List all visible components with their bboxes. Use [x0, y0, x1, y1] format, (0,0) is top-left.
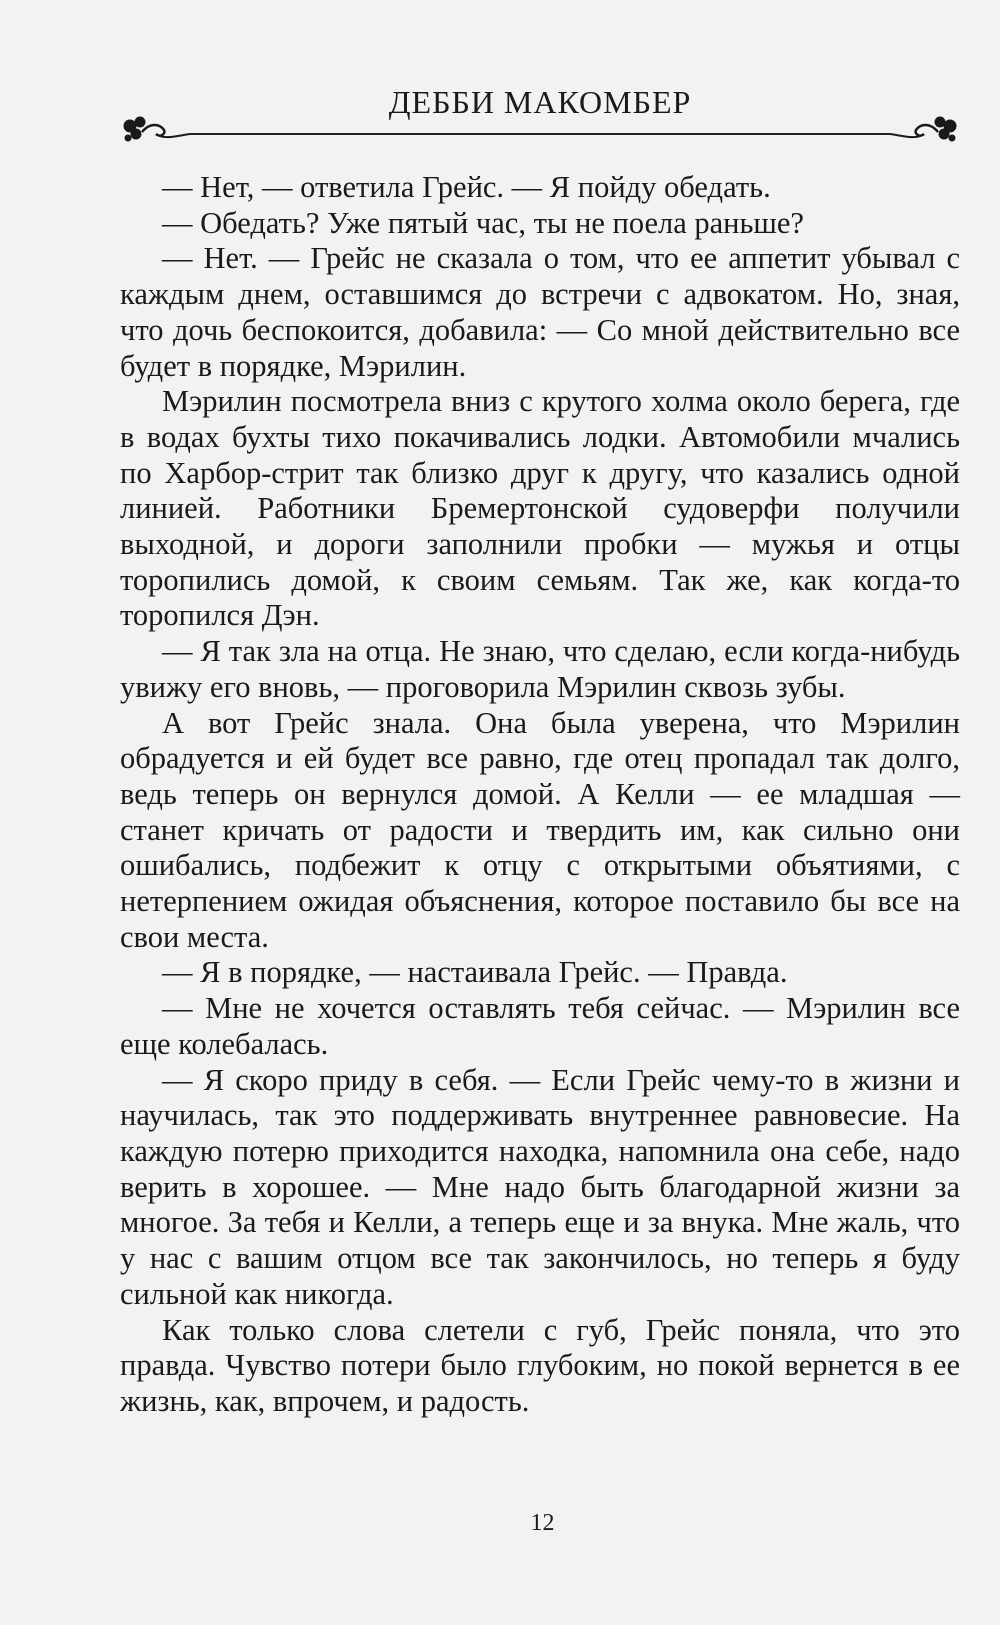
paragraph: А вот Грейс знала. Она была уверена, что Мэрилин обрадуется и ей будет все равно, где отец пропадал так долго, ведь теперь он вернулся домой. А Келли — ее младшая — станет кричать от радости и твердить им, как сильно они ошибались, подбежит к отцу с открытыми объятиями, с нетерпением ожидая объяснения, которое поставило бы все на свои места.	[120, 705, 960, 954]
paragraph: Как только слова слетели с губ, Грейс поняла, что это правда. Чувство потери было глубоким, но покой вернется в ее жизнь, как, впрочем, и радость.	[120, 1312, 960, 1418]
body-text	[120, 170, 960, 1420]
page-number: 12	[530, 1510, 555, 1536]
paragraph: — Я в порядке, — настаивала Грейс. — Правда.	[162, 955, 788, 990]
header-rule	[190, 133, 890, 135]
paragraph: — Мне не хочется оставлять тебя сейчас. — Мэрилин все еще колебалась.	[120, 991, 960, 1061]
paragraph: — Нет, — ответила Грейс. — Я пойду обедать.	[162, 170, 771, 204]
paragraph: — Я скоро приду в себя. — Если Грейс чему-то в жизни и научилась, так это поддерживать внутреннее равновесие. На каждую потерю приходится находка, напомнила она себе, надо верить в хорошее. — Мне надо быть благодарной жизни за многое. За тебя и Келли, а теперь еще и за внука. Мне жаль, что у нас с вашим отцом все так закончилось, но теперь я буду сильной как никогда.	[120, 1062, 960, 1311]
running-header	[120, 82, 960, 152]
paragraph: Мэрилин посмотрела вниз с крутого холма около берега, где в водах бухты тихо покачивались лодки. Автомобили мчались по Харбор-стрит так близко друг к другу, что казались одной линией. Работники Бремертонской судоверфи получили выходной, и дороги заполнили пробки — мужья и отцы торопились домой, к своим семьям. Так же, как когда-то торопился Дэн.	[120, 384, 960, 633]
paragraph: — Я так зла на отца. Не знаю, что сделаю, если когда-нибудь увижу его вновь, — проговорила Мэрилин сквозь зубы.	[120, 634, 960, 704]
paragraph: — Обедать? Уже пятый час, ты не поела раньше?	[162, 205, 804, 240]
paragraph: — Нет. — Грейс не сказала о том, что ее аппетит убывал с каждым днем, оставшимся до встречи с адвокатом. Но, зная, что дочь беспокоится, добавила: — Со мной действительно все будет в порядке, Мэрилин.	[120, 241, 960, 383]
header-title: ДЕББИ МАКОМБЕР	[388, 84, 692, 120]
floral-flourish-icon	[890, 112, 960, 152]
